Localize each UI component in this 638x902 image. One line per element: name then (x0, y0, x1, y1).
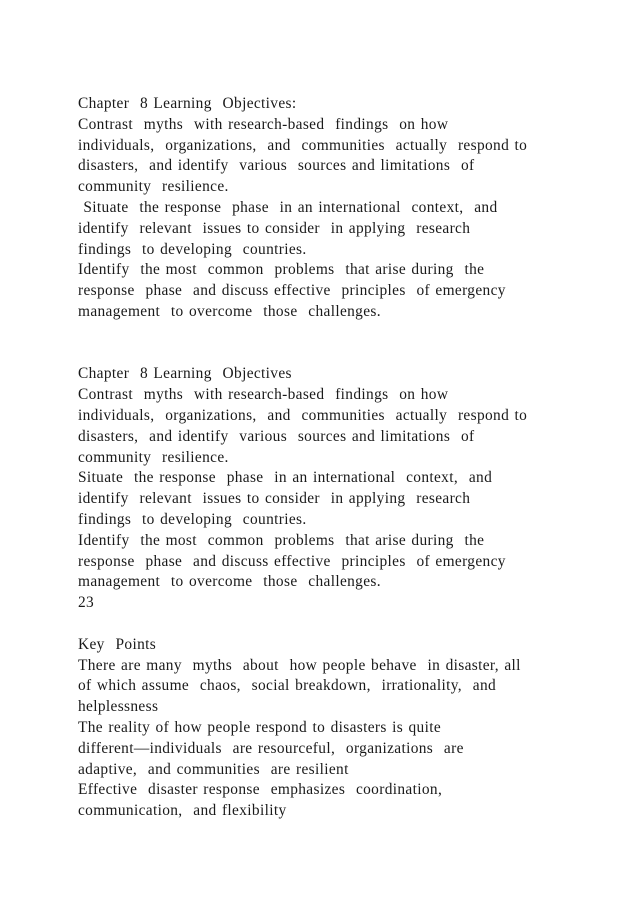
page-number: 23 (78, 594, 95, 612)
section-2-line: disasters, and identify various sources and limitations of (78, 427, 475, 445)
section-1-line: Contrast myths with research-based findings on how (78, 115, 449, 133)
section-1-line: disasters, and identify various sources and limitations of (78, 157, 475, 175)
key-point-line: The reality of how people respond to disasters is quite (78, 718, 442, 736)
section-1-line: community resilience. (78, 178, 229, 196)
section-2-line: findings to developing countries. (78, 510, 307, 528)
section-1-line: identify relevant issues to consider in applying research (78, 219, 471, 237)
section-spacer (78, 323, 618, 365)
section-1-heading: Chapter 8 Learning Objectives: (78, 95, 297, 112)
section-2-line: identify relevant issues to consider in applying research (78, 490, 471, 508)
section-2-line: management to overcome those challenges. (78, 573, 381, 591)
document-body (78, 94, 618, 822)
section-2-line: response phase and discuss effective principles of emergency (78, 552, 506, 570)
section-2-line: Identify the most common problems that arise during the (78, 531, 485, 549)
section-2-line: Situate the response phase in an international context, and (78, 469, 493, 487)
key-point-line: of which assume chaos, social breakdown, irrationality, and (78, 677, 497, 695)
section-1-line: Situate the response phase in an international context, and (78, 198, 498, 216)
section-1-line: individuals, organizations, and communities actually respond to (78, 136, 528, 154)
section-1-line: Identify the most common problems that arise during the (78, 261, 485, 279)
key-point-line: communication, and flexibility (78, 802, 287, 820)
section-2-heading: Chapter 8 Learning Objectives (78, 365, 292, 383)
key-point-line: adaptive, and communities are resilient (78, 760, 349, 778)
section-1-line: findings to developing countries. (78, 240, 307, 258)
section-2-line: individuals, organizations, and communities actually respond to (78, 406, 528, 424)
key-point-line: different—individuals are resourceful, organizations are (78, 739, 464, 757)
section-1-line: management to overcome those challenges. (78, 302, 381, 320)
section-2-line: community resilience. (78, 448, 229, 466)
key-point-line: There are many myths about how people behave in disaster, all (78, 656, 521, 674)
section-1-line: response phase and discuss effective principles of emergency (78, 282, 506, 300)
section-spacer (78, 614, 618, 635)
section-2-line: Contrast myths with research-based findings on how (78, 386, 449, 404)
key-point-line: Effective disaster response emphasizes coordination, (78, 781, 443, 799)
key-points-heading: Key Points (78, 635, 157, 653)
key-point-line: helplessness (78, 698, 159, 716)
